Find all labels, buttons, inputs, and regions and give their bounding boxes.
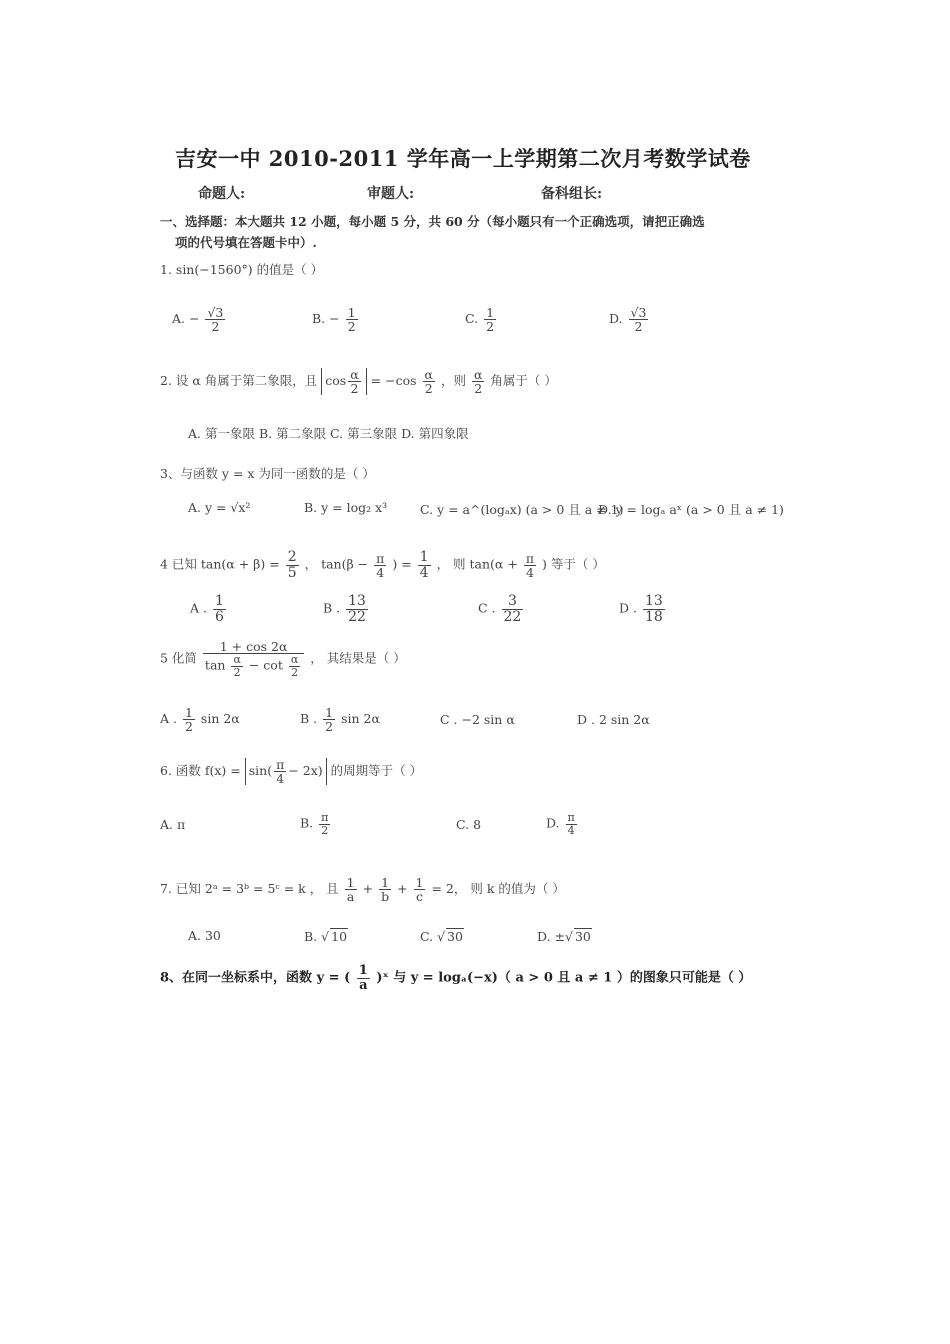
fraction — [213, 594, 226, 624]
question-text: ) = — [392, 556, 412, 572]
question-5-stem — [160, 640, 406, 678]
fraction-denominator: 6 — [214, 608, 224, 625]
fraction — [205, 306, 225, 333]
fraction-denominator: 22 — [348, 608, 366, 625]
cos-text: cos — [325, 373, 347, 389]
option-label: B . — [323, 600, 341, 616]
question-5-option-b — [300, 706, 380, 733]
option-text: sin 2α — [341, 711, 380, 727]
fraction-denominator: 4 — [567, 823, 575, 837]
question-text: = 2， 则 k 的值为（ ） — [431, 881, 565, 897]
tan-text: tan — [204, 657, 226, 673]
fraction — [323, 706, 335, 733]
fraction — [348, 368, 360, 395]
question-7-stem — [160, 876, 565, 903]
fraction-numerator: 13 — [644, 593, 663, 609]
fraction-denominator: 18 — [644, 608, 663, 625]
section-instruction-line1: 一、选择题：本大题共 12 小题，每小题 5 分，共 60 分（每小题只有一个正确选项，请把正确选 — [160, 214, 705, 229]
fraction-denominator: a — [346, 889, 355, 905]
fraction-numerator: √3 — [207, 305, 224, 320]
option-text: sin 2α — [200, 711, 240, 727]
fraction — [346, 594, 368, 624]
fraction-denominator: 2 — [321, 823, 329, 837]
question-text: )ˣ 与 y = logₐ(−x)（ a > 0 且 a ≠ 1 ）的图象只可能是（ ） — [376, 970, 752, 986]
minus-sign: − — [329, 311, 340, 327]
option-label: A . — [190, 600, 207, 616]
question-4-option-c — [478, 594, 525, 624]
fraction — [629, 306, 649, 333]
fraction-denominator: 4 — [376, 564, 385, 580]
option-label: D. — [609, 311, 623, 327]
radicand: 30 — [574, 929, 591, 944]
absolute-value — [245, 758, 327, 785]
question-3-option-c: C. y = a^(logₐx) (a > 0 且 a ≠ 1) — [420, 502, 624, 517]
question-5-option-d: D . 2 sin 2α — [577, 712, 650, 727]
plus-sign: + — [397, 881, 408, 897]
question-6-option-d — [546, 812, 579, 836]
fraction-numerator: 1 — [419, 549, 429, 565]
fraction-numerator: 1 + cos 2α — [203, 640, 304, 654]
fraction-denominator — [203, 654, 304, 678]
fraction — [379, 876, 391, 903]
fraction-numerator: π — [376, 550, 385, 566]
fraction-denominator: 2 — [211, 319, 220, 335]
fraction-denominator: 4 — [419, 564, 429, 581]
option-label: D . — [619, 600, 637, 616]
fraction-numerator: α — [424, 367, 433, 382]
fraction — [502, 594, 524, 624]
fraction-denominator: 2 — [486, 319, 495, 335]
fraction — [203, 640, 304, 678]
question-6-option-a: A. π — [160, 817, 186, 832]
fraction — [484, 306, 496, 333]
sin-text: sin( — [248, 763, 273, 779]
fraction — [183, 706, 195, 733]
fraction-denominator: 2 — [350, 381, 359, 397]
fraction-numerator: π — [276, 757, 285, 772]
minus-sign: − — [189, 311, 200, 327]
fraction-numerator: 1 — [415, 875, 424, 890]
fraction-numerator: 1 — [325, 705, 334, 720]
question-7-option-c: C. √ 30 — [420, 929, 463, 944]
fraction — [414, 876, 426, 903]
fraction-denominator: 5 — [287, 564, 297, 581]
fraction-numerator: √3 — [630, 305, 647, 320]
fraction — [231, 654, 242, 678]
question-1-option-a — [172, 306, 227, 333]
option-label: C. — [465, 311, 479, 327]
question-text: ) 等于（ ） — [542, 556, 605, 572]
option-label: C. — [420, 929, 434, 944]
question-7-option-b: B. √ 10 — [304, 929, 348, 944]
absolute-value — [321, 368, 366, 395]
fraction-numerator: π — [321, 811, 329, 824]
fraction-numerator: 1 — [184, 705, 193, 720]
question-text: 6. 函数 f(x) = — [160, 763, 241, 779]
question-6-stem — [160, 758, 422, 785]
question-text: 的周期等于（ ） — [330, 763, 423, 779]
question-5-option-a — [160, 706, 240, 733]
question-text: ， 其结果是（ ） — [310, 650, 406, 666]
option-label: B. — [300, 815, 314, 831]
fraction — [274, 758, 286, 785]
question-text: 4 已知 tan(α + β) = — [160, 556, 280, 572]
question-6-option-b — [300, 812, 332, 836]
question-2-stem — [160, 368, 557, 395]
option-label: A. — [172, 311, 186, 327]
question-text: 8、在同一坐标系中，函数 y = ( — [160, 970, 351, 986]
question-text: ，则 — [440, 373, 466, 389]
fraction-numerator: 1 — [346, 875, 355, 890]
option-label: B. — [304, 929, 318, 944]
fraction-denominator: 2 — [184, 719, 193, 735]
question-1-stem: 1. sin(−1560°) 的值是（ ） — [160, 262, 324, 277]
fraction-numerator: π — [525, 550, 535, 566]
reviewer-label: 审题人: — [367, 186, 415, 202]
fraction-denominator: 2 — [634, 319, 643, 335]
fraction-denominator: 2 — [325, 719, 334, 735]
fraction-numerator: α — [350, 367, 359, 382]
option-label: B. — [312, 311, 326, 327]
expression-text: − 2x) — [288, 763, 323, 779]
fraction-denominator: 2 — [291, 665, 299, 679]
question-4-option-b — [323, 594, 370, 624]
fraction — [472, 368, 484, 395]
fraction-denominator: 2 — [347, 319, 356, 335]
question-8-stem — [160, 964, 751, 992]
radicand: 30 — [447, 929, 463, 944]
fraction — [423, 368, 435, 395]
fraction-numerator: 13 — [348, 593, 366, 609]
fraction — [286, 550, 299, 580]
fraction-numerator: 1 — [358, 963, 368, 978]
fraction — [418, 550, 431, 580]
fraction-denominator: 4 — [276, 771, 285, 787]
question-3-option-a: A. y = √x² — [188, 500, 251, 515]
cot-text: − cot — [248, 657, 283, 673]
exam-title: 吉安一中 2010-2011 学年高一上学期第二次月考数学试卷 — [175, 146, 751, 171]
fraction — [319, 812, 330, 836]
question-7-option-d: D. ±√ 30 — [537, 929, 591, 944]
fraction-numerator: α — [473, 367, 483, 382]
author-label: 命题人: — [198, 186, 246, 202]
fraction — [524, 552, 536, 579]
fraction — [346, 306, 358, 333]
question-5-option-c: C . −2 sin α — [440, 712, 515, 727]
question-1-option-b — [312, 306, 360, 333]
question-4-option-d — [619, 594, 667, 624]
fraction-denominator: b — [381, 889, 390, 905]
fraction-numerator: 1 — [214, 593, 224, 609]
question-1-option-d — [609, 306, 650, 333]
fraction — [357, 964, 370, 992]
fraction-numerator: 1 — [379, 876, 391, 890]
fraction-denominator: 4 — [525, 564, 534, 580]
question-4-stem — [160, 550, 605, 580]
option-label: B . — [300, 711, 318, 727]
fraction-denominator: 2 — [474, 381, 483, 397]
fraction — [643, 594, 665, 624]
fraction-numerator: π — [567, 811, 575, 824]
fraction — [289, 654, 300, 678]
fraction — [566, 812, 577, 836]
leader-label: 备科组长: — [541, 186, 603, 202]
question-3-option-d: D. y = logₐ aˣ (a > 0 且 a ≠ 1) — [598, 502, 784, 517]
question-3-option-b: B. y = log₂ x³ — [304, 500, 388, 515]
question-3-stem: 3、与函数 y = x 为同一函数的是（ ） — [160, 466, 375, 481]
radicand: 10 — [331, 929, 348, 944]
fraction-denominator: 2 — [233, 665, 241, 679]
fraction-numerator: α — [290, 653, 299, 667]
equation-text: = −cos — [370, 373, 417, 389]
fraction-numerator: 1 — [347, 305, 356, 320]
option-label: C . — [478, 600, 496, 616]
fraction-denominator: a — [359, 977, 368, 993]
fraction-numerator: 2 — [287, 549, 297, 565]
question-4-option-a — [190, 594, 228, 624]
question-text: 7. 已知 2ᵃ = 3ᵇ = 5ᶜ = k ， 且 — [160, 881, 339, 897]
fraction — [374, 552, 386, 579]
question-2-options: A. 第一象限 B. 第二象限 C. 第三象限 D. 第四象限 — [188, 426, 469, 441]
plus-sign: + — [362, 881, 374, 897]
option-label: D. — [546, 815, 560, 831]
fraction-denominator: 22 — [503, 608, 522, 625]
fraction-numerator: α — [233, 653, 241, 667]
fraction-numerator: 1 — [486, 305, 495, 320]
question-text: 角属于（ ） — [490, 373, 557, 389]
fraction-denominator: c — [416, 889, 424, 905]
question-1-option-c — [465, 306, 498, 333]
question-text: 5 化简 — [160, 650, 197, 666]
fraction-numerator: 3 — [502, 594, 524, 610]
section-instruction-line2: 项的代号填在答题卡中）. — [175, 235, 317, 250]
fraction — [345, 876, 357, 903]
option-label: A . — [160, 711, 177, 727]
option-label: D. ± — [537, 929, 565, 944]
question-text: ， 则 tan(α + — [436, 556, 518, 572]
question-text: 2. 设 α 角属于第二象限，且 — [160, 373, 318, 389]
fraction-denominator: 2 — [424, 381, 433, 397]
question-6-option-c: C. 8 — [456, 817, 482, 832]
question-text: ， tan(β − — [304, 556, 369, 572]
question-7-option-a: A. 30 — [188, 928, 221, 943]
